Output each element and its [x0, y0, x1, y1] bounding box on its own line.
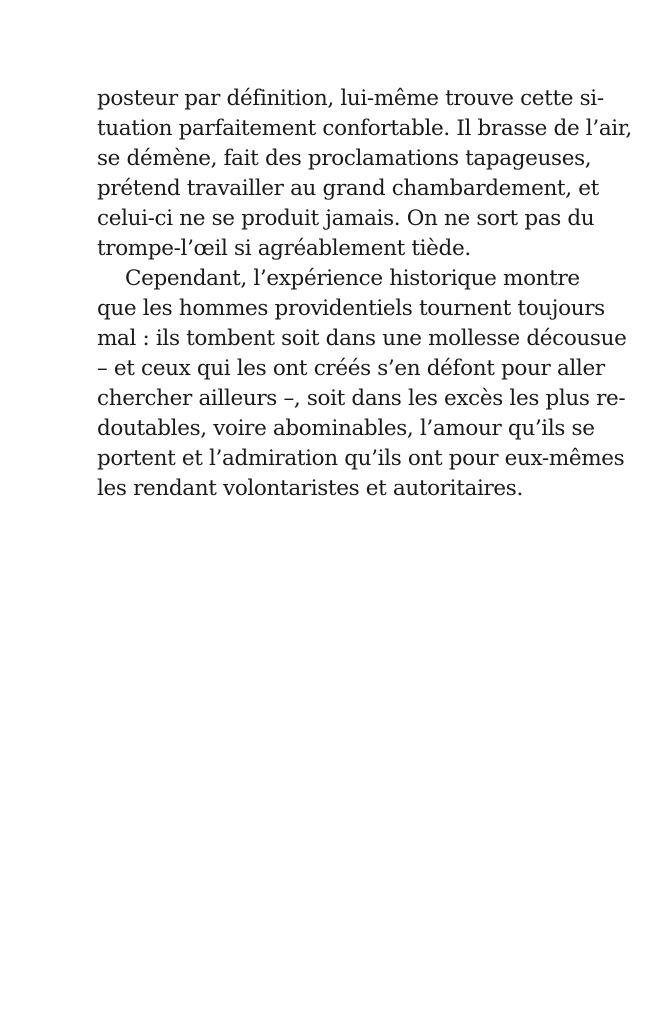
- text-line: mal : ils tombent soit dans une mollesse décousue: [97, 326, 627, 351]
- body-text: [97, 84, 632, 504]
- paragraph-2: [97, 264, 627, 504]
- text-line: tuation parfaitement confortable. Il brasse de l’air,: [97, 116, 632, 141]
- text-line: trompe-l’œil si agréablement tiède.: [97, 236, 471, 261]
- paragraph-1: [97, 84, 632, 264]
- text-line: les rendant volontaristes et autoritaires.: [97, 476, 523, 501]
- text-line: – et ceux qui les ont créés s’en défont pour aller: [97, 356, 605, 381]
- text-line: Cependant, l’expérience historique montre: [125, 266, 580, 291]
- text-line: chercher ailleurs –, soit dans les excès les plus re-: [97, 386, 626, 411]
- text-line: celui-ci ne se produit jamais. On ne sort pas du: [97, 206, 595, 231]
- text-line: portent et l’admiration qu’ils ont pour eux-mêmes: [97, 446, 625, 471]
- text-line: se démène, fait des proclamations tapageuses,: [97, 146, 592, 171]
- text-line: doutables, voire abominables, l’amour qu’ils se: [97, 416, 595, 441]
- text-line: prétend travailler au grand chambardement, et: [97, 176, 599, 201]
- text-line: que les hommes providentiels tournent toujours: [97, 296, 605, 321]
- text-line: posteur par définition, lui-même trouve cette si-: [97, 86, 604, 111]
